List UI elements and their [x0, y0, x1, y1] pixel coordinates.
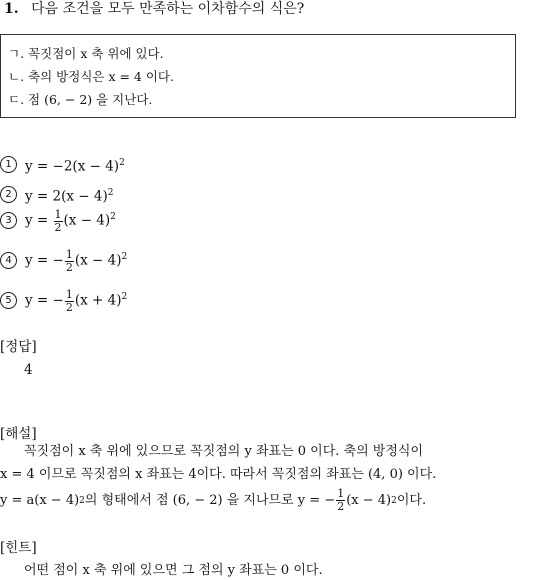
option-marker: 2 — [0, 186, 17, 203]
condition-text: 꼭짓점이 x 축 위에 있다. — [28, 46, 164, 61]
answer-value: 4 — [24, 362, 33, 378]
condition-marker: ㄱ. — [8, 46, 25, 61]
question-number: 1. — [4, 1, 19, 17]
condition-text: 점 (6, − 2) 을 지난다. — [28, 92, 153, 107]
condition-marker: ㄷ. — [8, 92, 25, 107]
hint-text: 어떤 점이 x 축 위에 있으면 그 점의 y 좌표는 0 이다. — [24, 563, 323, 578]
explanation-label: [해설] — [0, 426, 37, 442]
condition-marker: ㄴ. — [8, 69, 25, 84]
option-marker: 5 — [0, 292, 17, 309]
option-formula: $y = 2(x - 4)^2$ — [25, 188, 114, 205]
explanation-line-1: 꼭짓점이 x 축 위에 있으므로 꼭짓점의 y 좌표는 0 이다. 축의 방정식이 — [24, 444, 424, 459]
option-marker: 4 — [0, 252, 17, 269]
option-5[interactable] — [0, 288, 127, 314]
option-formula: y = − $\frac{1}{2}$ $(x + 4)^2$ — [25, 287, 128, 314]
option-marker: 1 — [0, 156, 17, 173]
option-formula: $y = -2(x - 4)^2$ — [25, 158, 125, 175]
option-marker: 3 — [0, 212, 17, 229]
option-formula: y = $\frac{1}{2}$ $(x - 4)^2$ — [25, 207, 116, 234]
condition-text: 축의 방정식은 x = 4 이다. — [28, 69, 174, 84]
answer-label: [정답] — [0, 339, 37, 355]
option-3[interactable] — [0, 208, 116, 234]
option-4[interactable] — [0, 248, 127, 274]
explanation-line-2: x = 4 이므로 꼭짓점의 x 좌표는 4이다. 따라서 꼭짓점의 좌표는 (4, 0) 이다. — [0, 467, 437, 482]
question-title — [4, 0, 304, 18]
explanation-line-3: y = a(x − 4) 2 의 형태에서 점 (6, − 2) 을 지나므로 y = − $\frac{1}{2}$ (x − 4) 2 이다. — [0, 487, 427, 513]
option-1[interactable] — [0, 154, 125, 176]
condition-item — [8, 46, 164, 62]
hint-label: [힌트] — [0, 540, 37, 556]
condition-item — [8, 69, 174, 85]
condition-item — [8, 92, 152, 108]
option-2[interactable] — [0, 184, 113, 206]
option-formula: y = − $\frac{1}{2}$ $(x - 4)^2$ — [25, 247, 128, 274]
question-text: 다음 조건을 모두 만족하는 이차함수의 식은? — [31, 1, 305, 17]
